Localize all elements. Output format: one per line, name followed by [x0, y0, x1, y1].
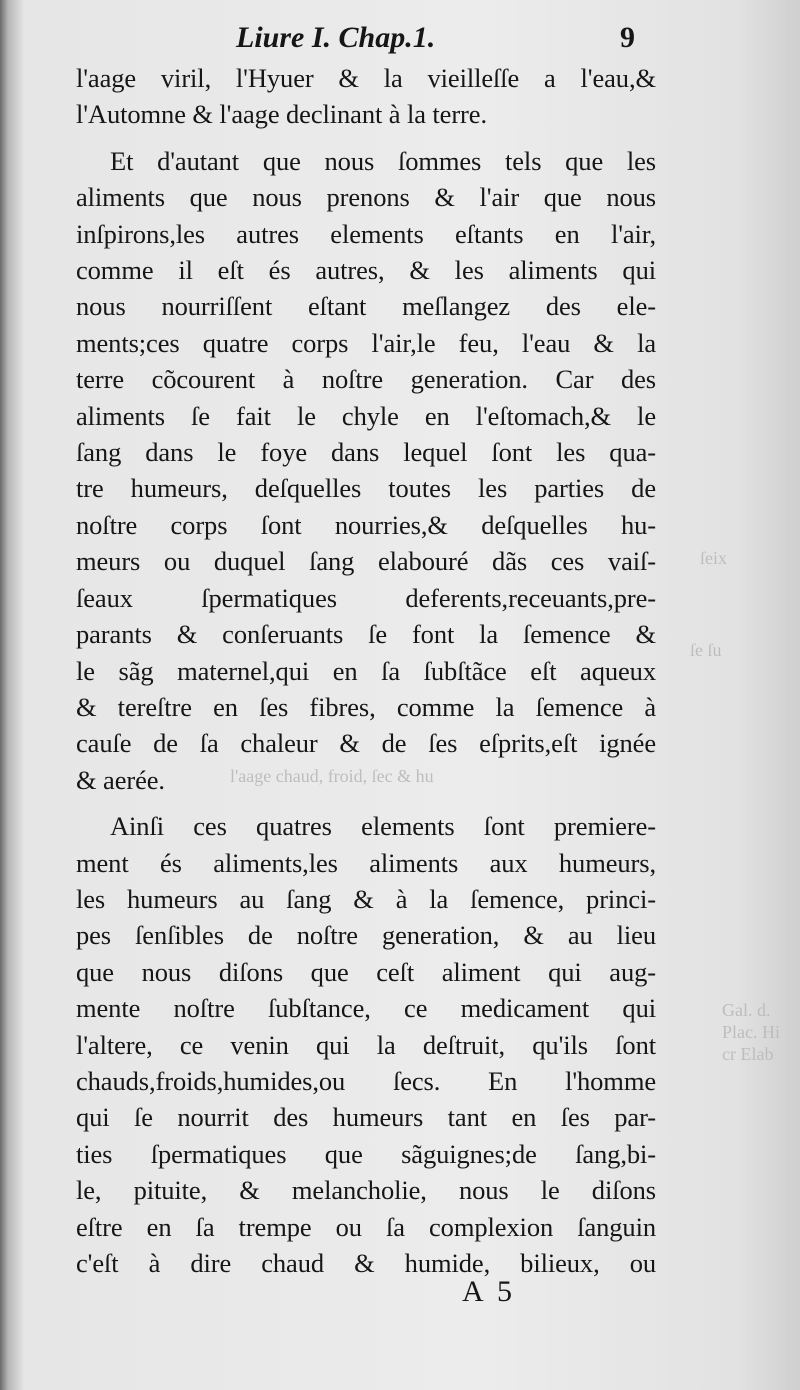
text-line: ſang dans le foye dans lequel ſont les qua- [76, 437, 656, 468]
show-through-text: ſeix [700, 548, 727, 568]
text-line: inſpirons,les autres elements eſtants en l'air, [76, 218, 656, 249]
text-line: Ainſi ces quatres elements ſont premiere- [110, 811, 656, 842]
text-line: & tereſtre en ſes fibres, comme la ſemence à [76, 691, 656, 722]
running-head [0, 18, 800, 58]
text-line: meurs ou duquel ſang elabouré dãs ces vaiſ- [76, 546, 656, 577]
text-line: que nous diſons que ceſt aliment qui aug- [76, 956, 656, 987]
text-line: ties ſpermatiques que sãguignes;de ſang,bi- [76, 1138, 656, 1169]
page-number: 9 [620, 21, 635, 54]
text-line: l'aage viril, l'Hyuer & la vieilleſſe a l'eau,& [76, 63, 656, 93]
text-line: qui ſe nourrit des humeurs tant en ſes par- [76, 1102, 656, 1133]
text-line: terre cõcourent à noſtre generation. Car des [76, 364, 656, 395]
text-line: & aerée. [76, 764, 165, 795]
text-line: ments;ces quatre corps l'air,le feu, l'eau & la [76, 327, 656, 358]
text-line: le sãg maternel,qui en ſa ſubſtãce eſt aqueux [76, 655, 656, 686]
show-through-text: cr Elab [722, 1044, 774, 1064]
text-line: Et d'autant que nous ſommes tels que les [110, 145, 656, 176]
text-line: l'altere, ce venin qui la deſtruit, qu'ils ſont [76, 1029, 656, 1060]
show-through-text: Gal. d. [722, 1000, 771, 1020]
show-through-text: ſe ſu [690, 640, 722, 660]
text-line: aliments que nous prenons & l'air que nous [76, 182, 656, 213]
text-line: pes ſenſibles de noſtre generation, & au lieu [76, 920, 656, 951]
text-line: cauſe de ſa chaleur & de ſes eſprits,eſt ignée [76, 728, 656, 759]
text-line: chauds,froids,humides,ou ſecs. En l'homme [76, 1065, 656, 1096]
text-line: noſtre corps ſont nourries,& deſquelles hu- [76, 509, 656, 540]
text-line: l'Automne & l'aage declinant à la terre. [76, 99, 487, 130]
running-title: Liure I. Chap.1. [236, 21, 436, 54]
paragraph-continuation [76, 60, 656, 133]
text-line: eſtre en ſa trempe ou ſa complexion ſanguin [76, 1211, 656, 1242]
show-through-text: l'aage chaud, froid, ſec & hu [230, 766, 434, 786]
paragraph-et-dautant [76, 143, 656, 798]
text-line: parants & conſeruants ſe font la ſemence & [76, 619, 656, 650]
text-line: mente noſtre ſubſtance, ce medicament qui [76, 993, 656, 1024]
signature-mark: A 5 [462, 1275, 513, 1308]
text-line: ſeaux ſpermatiques deferents,receuants,pre- [76, 582, 656, 613]
show-through-text: Plac. Hi [722, 1022, 780, 1042]
text-line: aliments ſe fait le chyle en l'eſtomach,& le [76, 400, 656, 431]
text-line: ment és aliments,les aliments aux humeurs, [76, 847, 656, 878]
body-text [76, 60, 656, 1281]
text-line: comme il eſt és autres, & les aliments qui [76, 255, 656, 286]
text-line: tre humeurs, deſquelles toutes les parties de [76, 473, 656, 504]
paragraph-ainsi [76, 808, 656, 1281]
text-line: les humeurs au ſang & à la ſemence, princi- [76, 883, 656, 914]
text-line: c'eſt à dire chaud & humide, bilieux, ou [76, 1248, 656, 1278]
text-line: nous nourriſſent eſtant meſlangez des ele- [76, 291, 656, 322]
text-line: le, pituite, & melancholie, nous le diſons [76, 1175, 656, 1206]
